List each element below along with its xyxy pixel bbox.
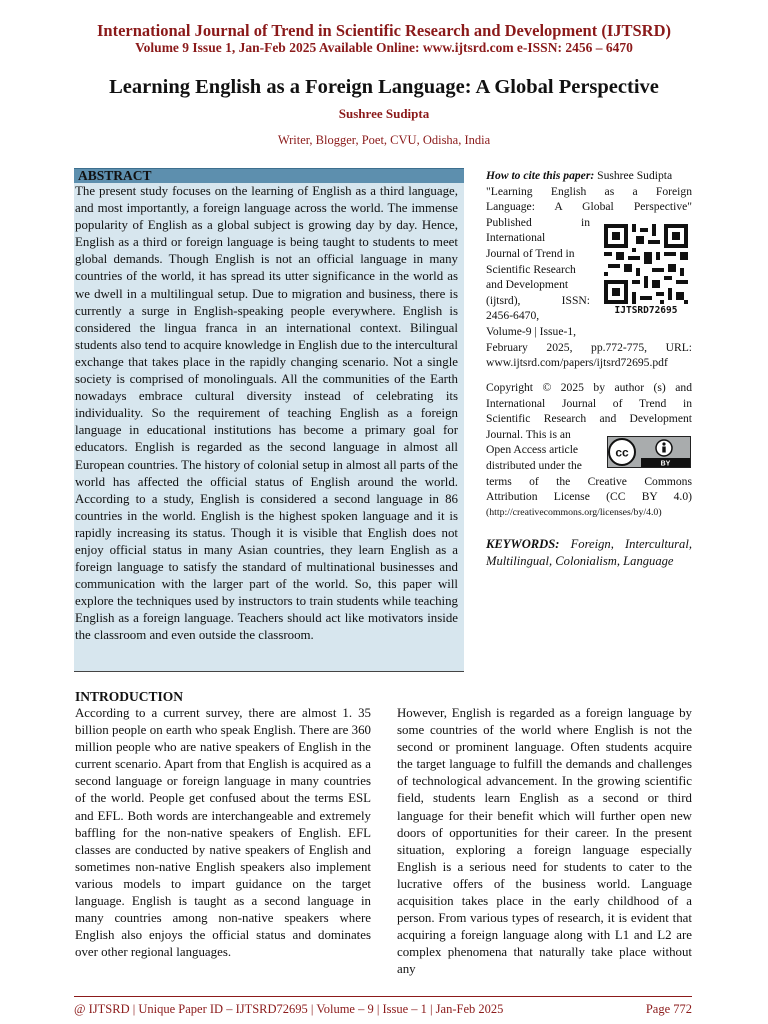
copyright-line: Journal. This is an bbox=[486, 427, 571, 441]
copyright-line: Attribution License (CC BY 4.0) bbox=[486, 490, 692, 504]
copyright-line: Open Access article bbox=[486, 443, 579, 457]
author-name: Sushree Sudipta bbox=[338, 106, 430, 121]
copyright-line: distributed under the bbox=[486, 458, 582, 472]
citation-line: Published in bbox=[486, 215, 590, 229]
abstract-text: The present study focuses on the learning of English as a third language, and most importantly, a foreign language across the world. The immense popularity of English as a global subject is growing day by day. Hence, English as a third or foreign language is being taught to students to meet global demands. Though English is not an official language in many countries of the world, it has spread its utter significance in the world as we dwell in a multilingual setup. Due to migration and business, there is currently a surge in English-speaking people everywhere. English is considered the lingua franca in an international context. Bilingual students also tend to acquire knowledge in English due to the intercultural exchange that takes place in the rapidly changing scenario. Not a single society is comprised of monolinguals. All the communities of the Earth nowadays embrace cultural diversity instead of celebrating its individuality. So the requirement of teaching English as a foreign language in educational institutions has become a primary goal for educators. English is regarded as the second language in almost all European countries. The history of colonial setup in almost all parts of the world has affected the official status of English around the world. According to a study, English is considered a second language in 86 countries in the world. English is the highest spoken language and it is rapidly increasing its status. Though it is visible that English does not enjoy official status in many Asian countries, they learn English as a foreign language to satisfy the standard of multinational businesses and communication with the larger part of the world. So, this paper will explore the techniques used by instructors to train students while teaching English as a foreign language. Teachers should act like motivators inside the classroom and even outside the classroom. bbox=[75, 184, 458, 643]
qr-code-label: IJTSRD72695 bbox=[614, 305, 678, 316]
license-url[interactable]: (http://creativecommons.org/licenses/by/4.0) bbox=[486, 506, 662, 518]
introduction-column-1: According to a current survey, there are almost 1. 35 billion people on earth who speak English. There are 360 million people who are native speakers of English in the current scenario. Apart from that English is acquired as a second language or foreign language in many countries of the world. People get confused about the terms ESL and EFL. Both words are interchangeable and extremely baffling for the non-native speakers of English. EFL classes are conducted by native speakers of English and sometimes non-native English speakers also implement various models to impart guidance on the target language. English is taught as a second language in many countries among non-native speakers where English also enjoys the official status and dominates over other regional languages. bbox=[75, 706, 371, 960]
citation-line: Volume-9 | Issue-1, bbox=[486, 324, 577, 338]
cc-by-license-icon bbox=[607, 436, 691, 468]
qr-code-icon bbox=[604, 224, 688, 304]
citation-line: International bbox=[486, 231, 546, 245]
keywords-text: Foreign, Intercultural, Multilingual, Colonialism, Language bbox=[486, 537, 692, 568]
introduction-heading: INTRODUCTION bbox=[75, 689, 184, 704]
paper-title: Learning English as a Foreign Language: A Global Perspective bbox=[109, 76, 659, 98]
citation-line: February 2025, pp.772-775, URL: bbox=[486, 340, 692, 354]
citation-line: Language: A Global Perspective" bbox=[486, 200, 692, 214]
abstract-heading: ABSTRACT bbox=[78, 168, 152, 183]
introduction-column-2: However, English is regarded as a foreign language by some countries of the world where English is not the second or prominent language. Often students acquire the target language to fulfill the demands and challenges of technological advancement. In the growing scientific field, students learn English as a second or third language for their benefit which will further open new doors of opportunities for their career. In the present situation, exploring a foreign language especially English is a serious need for students to cater to the lucrative offers of the business world. Language acquisition takes place in the early childhood of a person. From various types of research, it is evident that acquiring a foreign language along with L1 and L2 are complex phenomena that naturally take place without any bbox=[397, 706, 692, 977]
citation-line: Sushree Sudipta bbox=[597, 169, 673, 182]
citation-line: and Development bbox=[486, 278, 569, 292]
volume-line: Volume 9 Issue 1, Jan-Feb 2025 Available Online: www.ijtsrd.com e-ISSN: 2456 – 6470 bbox=[135, 40, 633, 55]
svg-text:cc: cc bbox=[615, 445, 629, 460]
citation-line: Journal of Trend in bbox=[486, 246, 575, 260]
keywords-label: KEYWORDS: bbox=[486, 537, 560, 551]
copyright-line: International Journal of Trend in bbox=[486, 396, 692, 410]
citation-line: Scientific Research bbox=[486, 262, 576, 276]
citation-block: How to cite this paper: Sushree Sudipta "Learning English as a Foreign Language: A Global Perspective" Published in International Journal of Trend in Scientific Research and Development (ijtsrd), ISSN: 2456-6470, Volume-9 | Issue-1, February 2025, pp.772-775, URL: www.ijtsrd.com/papers/ijtsrd72695.pdf bbox=[486, 169, 692, 370]
page-footer bbox=[74, 1001, 692, 1017]
copyright-line: Scientific Research and Development bbox=[486, 412, 692, 426]
keywords bbox=[486, 536, 692, 570]
citation-line: "Learning English as a Foreign bbox=[486, 184, 692, 198]
author-affiliation: Writer, Blogger, Poet, CVU, Odisha, India bbox=[277, 133, 491, 147]
citation-line: (ijtsrd), ISSN: bbox=[486, 293, 590, 307]
footer-info: @ IJTSRD | Unique Paper ID – IJTSRD72695 | Volume – 9 | Issue – 1 | Jan-Feb 2025 bbox=[74, 1002, 504, 1016]
page-number: Page 772 bbox=[645, 1002, 692, 1016]
citation-label: How to cite this paper bbox=[486, 169, 591, 182]
citation-line: 2456-6470, bbox=[486, 309, 540, 323]
abstract-header bbox=[74, 168, 464, 183]
journal-name: International Journal of Trend in Scientific Research and Development (IJTSRD) bbox=[97, 21, 671, 40]
copyright-line: Copyright © 2025 by author (s) and bbox=[486, 381, 692, 394]
citation-url[interactable]: www.ijtsrd.com/papers/ijtsrd72695.pdf bbox=[486, 356, 668, 370]
footer-divider bbox=[74, 996, 692, 997]
cc-badge-text: BY bbox=[660, 460, 671, 468]
copyright-line: terms of the Creative Commons bbox=[486, 474, 692, 488]
